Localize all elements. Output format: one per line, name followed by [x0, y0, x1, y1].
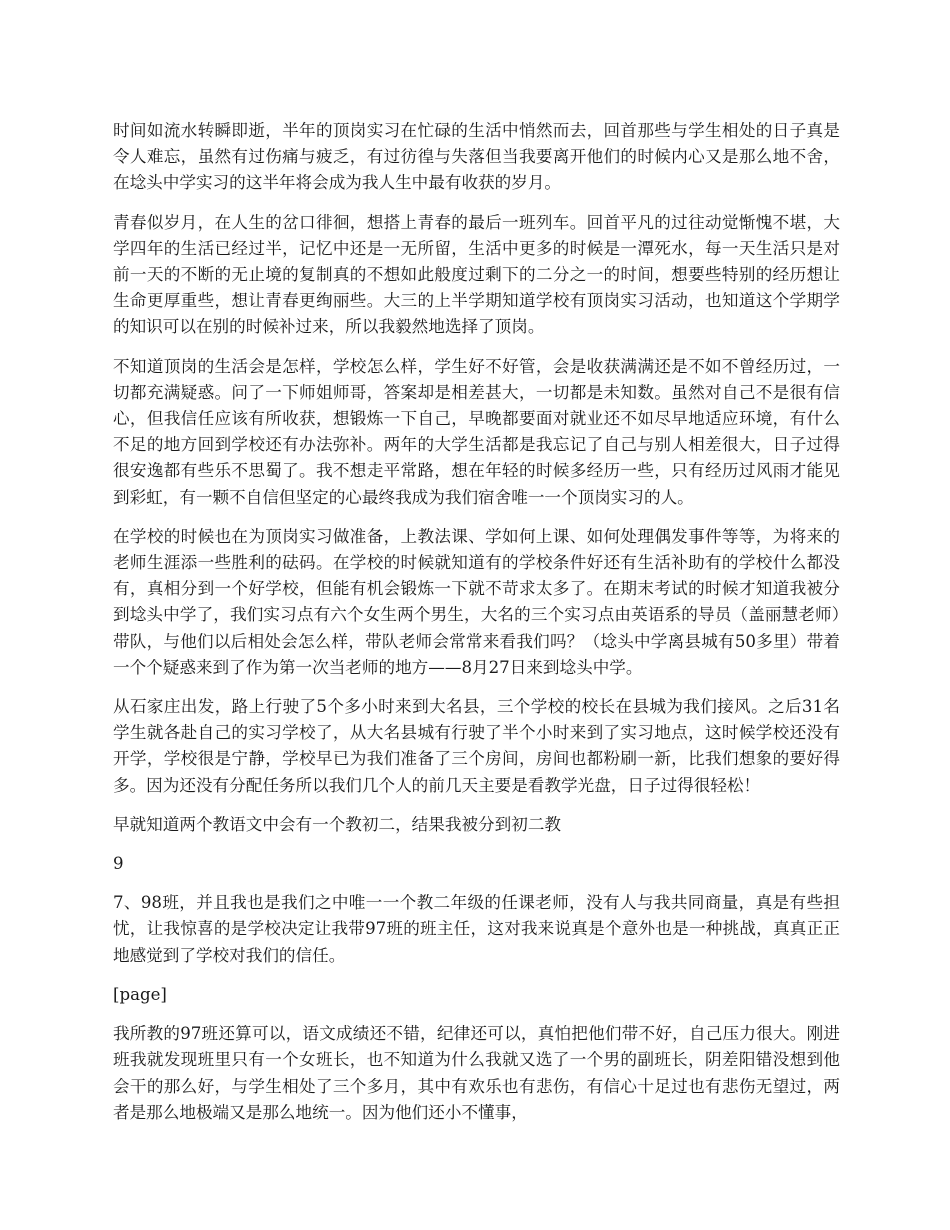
paragraph-3: 不知道顶岗的生活会是怎样，学校怎么样，学生好不好管，会是收获满满还是不如不曾经历过，一切都充满疑惑。问了一下师姐师哥，答案却是相差甚大，一切都是未知数。虽然对自己不是很有信心，但我信任应该有所收获，想锻炼一下自己，早晚都要面对就业还不如尽早地适应环境，有什么不足的地方回到学校还有办法弥补。两年的大学生活都是我忘记了自己与别人相差很大，日子过得很安逸都有些乐不思蜀了。我不想走平常路，想在年轻的时候多经历一些，只有经历过风雨才能见到彩虹，有一颗不自信但坚定的心最终我成为我们宿舍唯一一个顶岗实习的人。 — [113, 356, 840, 507]
paragraph-8: 7、98班，并且我也是我们之中唯一一个教二年级的任课老师，没有人与我共同商量，真是有些担忧，让我惊喜的是学校决定让我带97班的班主任，这对我来说真是个意外也是一种挑战，真真正正地感觉到了学校对我们的信任。 — [113, 893, 840, 965]
paragraph-7: 9 — [113, 854, 124, 874]
paragraph-9: 我所教的97班还算可以，语文成绩还不错，纪律还可以，真怕把他们带不好，自己压力很大。刚进班我就发现班里只有一个女班长，也不知道为什么我就又选了一个男的副班长，阴差阳错没想到他会干的那么好，与学生相处了三个多月，其中有欢乐也有悲伤，有信心十足过也有悲伤无望过，两者是那么地极端又是那么地统一。因为他们还小不懂事， — [113, 1024, 840, 1122]
page-marker: [page] — [113, 984, 167, 1004]
paragraph-4: 在学校的时候也在为顶岗实习做准备，上教法课、学如何上课、如何处理偶发事件等等，为将来的老师生涯添一些胜利的砝码。在学校的时候就知道有的学校条件好还有生活补助有的学校什么都没有，真相分到一个好学校，但能有机会锻炼一下就不苛求太多了。在期末考试的时候才知道我被分到埝头中学了，我们实习点有六个女生两个男生，大名的三个实习点由英语系的导员（盖丽慧老师）带队，与他们以后相处会怎么样，带队老师会常常来看我们吗？（埝头中学离县城有50多里）带着一个个疑惑来到了作为第一次当老师的地方——8月27日来到埝头中学。 — [113, 526, 840, 677]
document-body — [113, 118, 840, 1139]
paragraph-5: 从石家庄出发，路上行驶了5个多小时来到大名县，三个学校的校长在县城为我们接风。之后31名学生就各赴自己的实习学校了，从大名县城有行驶了半个小时来到了实习地点，这时候学校还没有开学，学校很是宁静，学校早已为我们准备了三个房间，房间也都粉刷一新，比我们想象的要好得多。因为还没有分配任务所以我们几个人的前几天主要是看教学光盘，日子过得很轻松！ — [113, 697, 840, 795]
paragraph-2: 青春似岁月，在人生的岔口徘徊，想搭上青春的最后一班列车。回首平凡的过往动觉惭愧不堪，大学四年的生活已经过半，记忆中还是一无所留，生活中更多的时候是一潭死水，每一天生活只是对前一天的不断的无止境的复制真的不想如此般度过剩下的二分之一的时间，想要些特别的经历想让生命更厚重些，想让青春更绚丽些。大三的上半学期知道学校有顶岗实习活动，也知道这个学期学的知识可以在别的时候补过来，所以我毅然地选择了顶岗。 — [113, 212, 840, 337]
paragraph-1: 时间如流水转瞬即逝，半年的顶岗实习在忙碌的生活中悄然而去，回首那些与学生相处的日子真是令人难忘，虽然有过伤痛与疲乏，有过彷徨与失落但当我要离开他们的时候内心又是那么地不舍，在埝头中学实习的这半年将会成为我人生中最有收获的岁月。 — [113, 121, 840, 193]
paragraph-6: 早就知道两个教语文中会有一个教初二，结果我被分到初二教 — [113, 814, 562, 834]
